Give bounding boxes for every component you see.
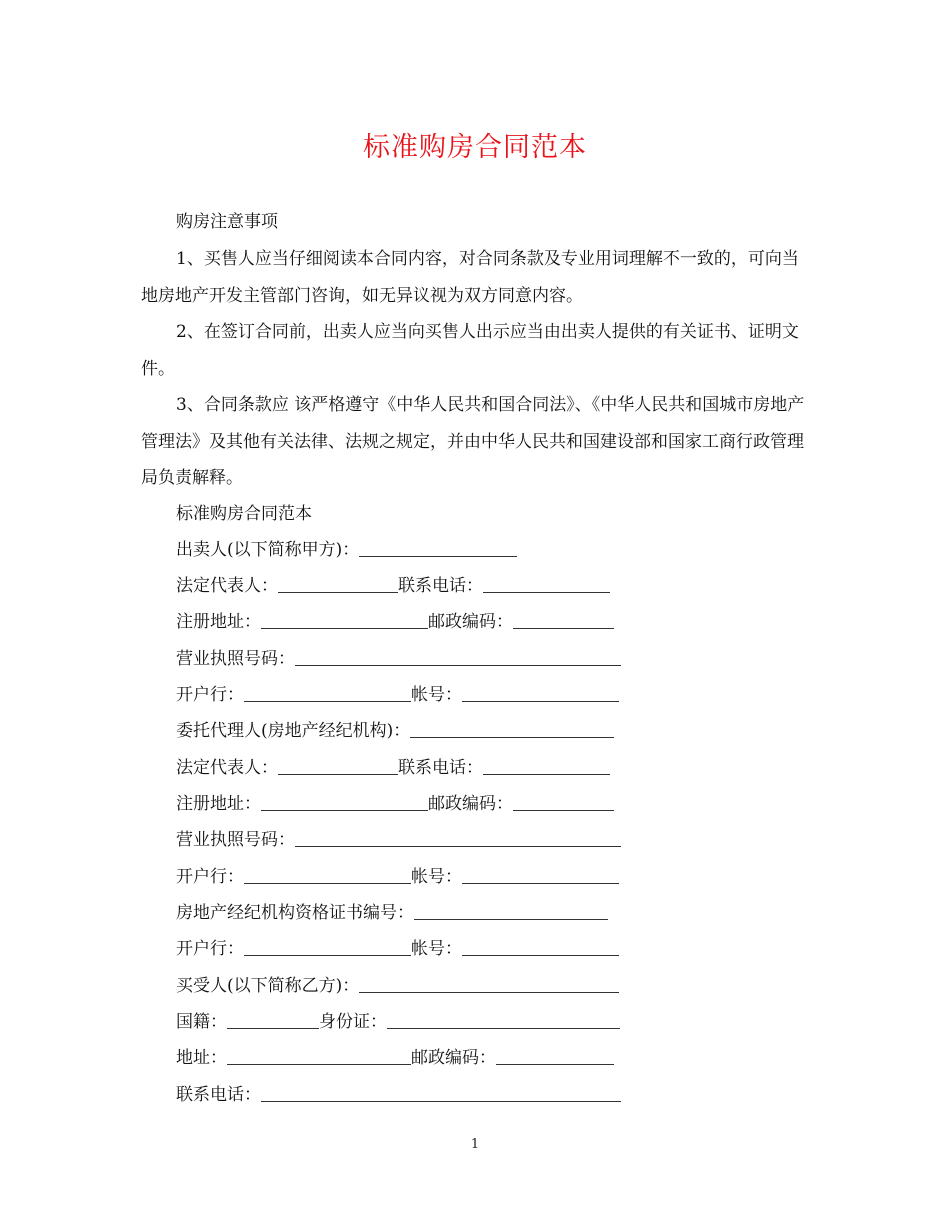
notice-item-3: 3、合同条款应 该严格遵守《中华人民共和国合同法》、《中华人民共和国城市房地产管理法》及其他有关法律、法规之规定，并由中华人民共和国建设部和国家工商行政管理局负责解释。 bbox=[141, 395, 805, 488]
form-label: 营业执照号码： bbox=[176, 649, 295, 669]
notice-item-1: 1、买售人应当仔细阅读本合同内容，对合同条款及专业用词理解不一致的，可向当地房地产开发主管部门咨询，如无异议视为双方同意内容。 bbox=[141, 249, 799, 306]
form-label: 法定代表人： bbox=[176, 576, 278, 596]
form-label: 身份证： bbox=[319, 1012, 387, 1032]
form-blank bbox=[483, 755, 610, 775]
form-label: 联系电话： bbox=[398, 576, 483, 596]
form-blank bbox=[462, 936, 619, 956]
form-line-seller bbox=[176, 537, 517, 563]
form-label: 买受人(以下简称乙方)： bbox=[176, 976, 360, 996]
form-blank bbox=[244, 936, 411, 956]
form-blank bbox=[278, 573, 398, 593]
contract-heading: 标准购房合同范本 bbox=[176, 504, 312, 524]
form-blank bbox=[227, 1045, 411, 1065]
notice-heading: 购房注意事项 bbox=[176, 212, 278, 232]
form-line-legal-rep bbox=[176, 755, 610, 781]
form-line-phone bbox=[176, 1082, 621, 1108]
form-label: 注册地址： bbox=[176, 794, 261, 814]
form-blank bbox=[513, 609, 614, 629]
form-line-nationality bbox=[176, 1009, 620, 1035]
form-label: 注册地址： bbox=[176, 612, 261, 632]
form-line-license bbox=[176, 646, 621, 672]
form-line-buyer-address bbox=[176, 1045, 614, 1071]
form-label: 地址： bbox=[176, 1048, 227, 1068]
form-blank bbox=[387, 1009, 620, 1029]
form-line-buyer bbox=[176, 973, 619, 999]
form-line-agent bbox=[176, 718, 614, 744]
form-label: 联系电话： bbox=[398, 758, 483, 778]
form-label: 开户行： bbox=[176, 685, 244, 705]
form-label: 房地产经纪机构资格证书编号： bbox=[176, 903, 414, 923]
form-blank bbox=[359, 537, 517, 557]
form-label: 联系电话： bbox=[176, 1085, 261, 1105]
form-line-bank bbox=[176, 682, 619, 708]
form-blank bbox=[278, 755, 398, 775]
document-title: 标准购房合同范本 bbox=[363, 132, 587, 163]
form-label: 邮政编码： bbox=[411, 1048, 496, 1068]
form-blank bbox=[496, 1045, 614, 1065]
form-label: 邮政编码： bbox=[428, 794, 513, 814]
form-blank bbox=[359, 973, 619, 993]
form-blank bbox=[483, 573, 610, 593]
form-blank bbox=[462, 682, 619, 702]
form-line-license bbox=[176, 827, 621, 853]
form-line-bank bbox=[176, 864, 619, 890]
form-blank bbox=[261, 1082, 621, 1102]
form-blank bbox=[227, 1009, 319, 1029]
form-label: 法定代表人： bbox=[176, 758, 278, 778]
form-blank bbox=[410, 718, 614, 738]
form-blank bbox=[261, 609, 428, 629]
form-blank bbox=[462, 864, 619, 884]
form-line-agency-cert bbox=[176, 900, 608, 926]
form-label: 邮政编码： bbox=[428, 612, 513, 632]
form-label: 营业执照号码： bbox=[176, 830, 295, 850]
form-label: 帐号： bbox=[411, 939, 462, 959]
form-line-address bbox=[176, 609, 614, 635]
form-blank bbox=[261, 791, 428, 811]
form-blank bbox=[295, 646, 621, 666]
form-label: 出卖人(以下简称甲方)： bbox=[176, 540, 360, 560]
form-label: 开户行： bbox=[176, 939, 244, 959]
form-blank bbox=[513, 791, 614, 811]
form-blank bbox=[414, 900, 608, 920]
form-blank bbox=[244, 864, 411, 884]
form-blank bbox=[295, 827, 621, 847]
form-blank bbox=[244, 682, 411, 702]
form-label: 帐号： bbox=[411, 867, 462, 887]
form-label: 国籍： bbox=[176, 1012, 227, 1032]
form-line-bank bbox=[176, 936, 619, 962]
form-line-legal-rep bbox=[176, 573, 610, 599]
notice-item-2: 2、在签订合同前，出卖人应当向买售人出示应当由出卖人提供的有关证书、证明文件。 bbox=[141, 322, 799, 379]
form-line-address bbox=[176, 791, 614, 817]
form-label: 委托代理人(房地产经纪机构)： bbox=[176, 721, 411, 741]
page-number: 1 bbox=[470, 1137, 480, 1152]
form-label: 开户行： bbox=[176, 867, 244, 887]
form-label: 帐号： bbox=[411, 685, 462, 705]
